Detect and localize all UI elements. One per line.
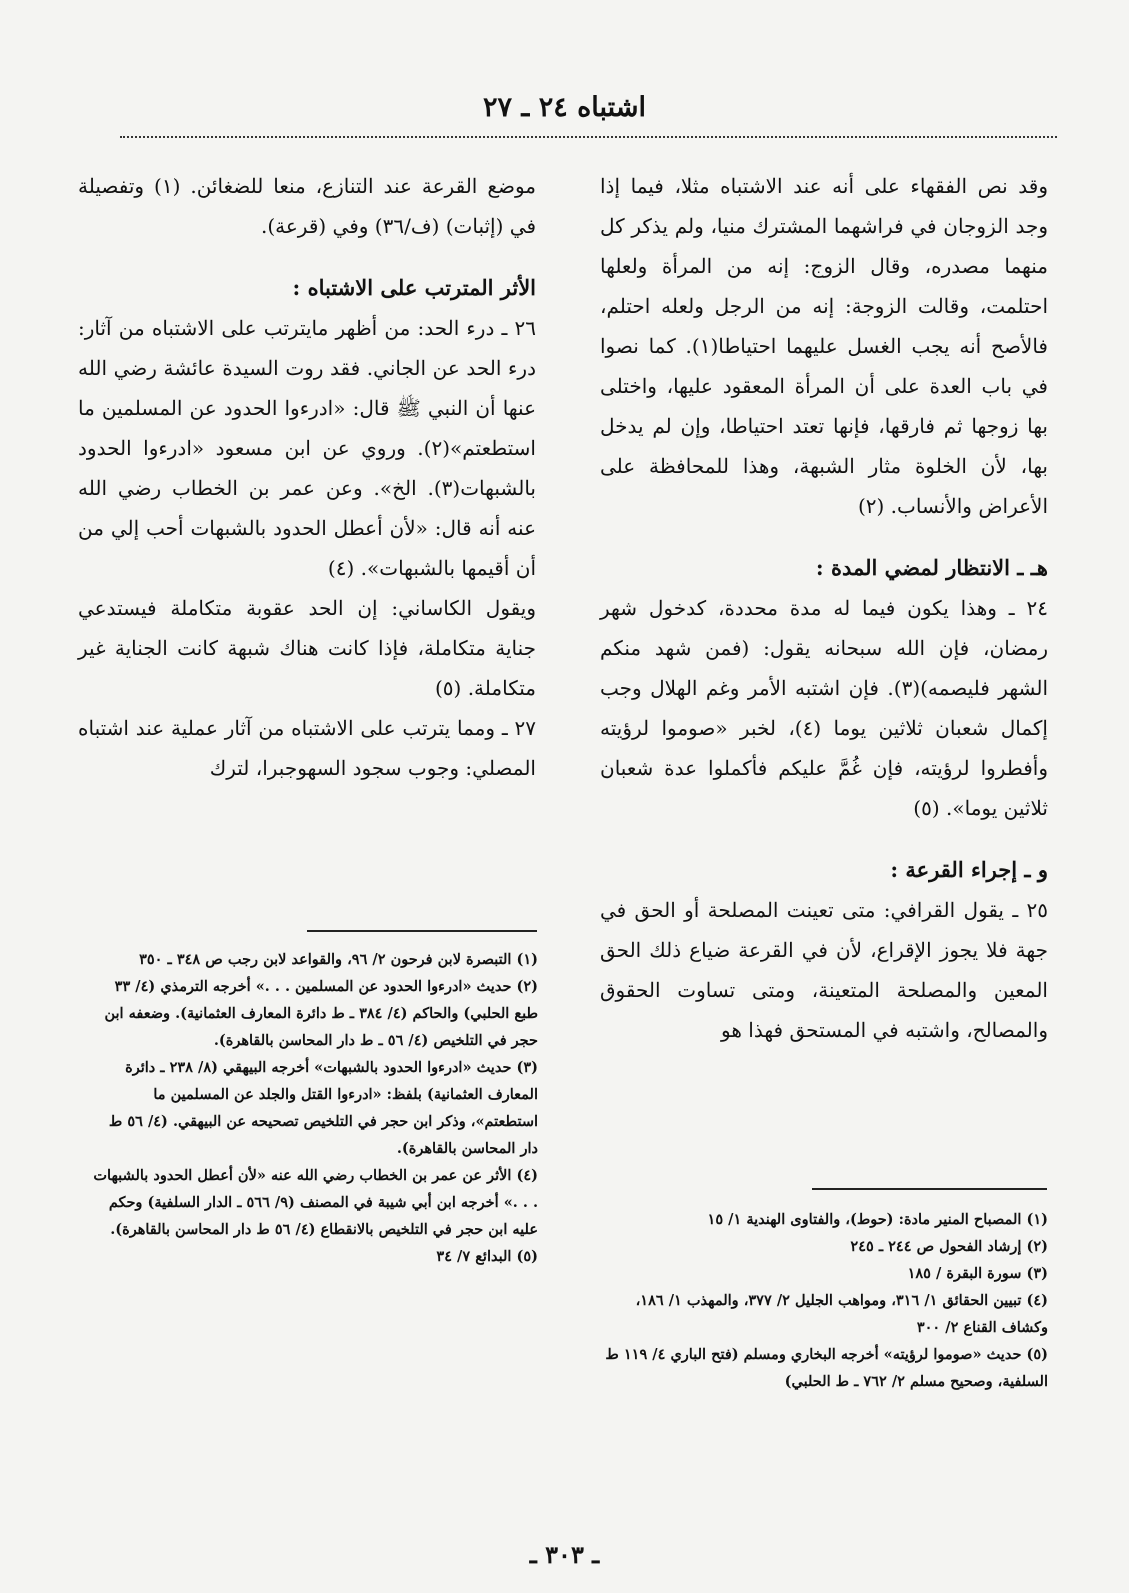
section-heading-lottery: و ـ إجراء القرعة : (890, 857, 1048, 882)
footnotes-left (88, 946, 538, 1270)
paragraph-27: ٢٧ ـ ومما يترتب على الاشتباه من آثار عملية عند اشتباه المصلي: وجوب سجود السهوجبرا، لترك (78, 716, 536, 780)
footnote-item: (٥) حديث «صوموا لرؤيته» أخرجه البخاري ومسلم (فتح الباري ٤/ ١١٩ ط السلفية، وصحيح مسلم ٢/ ٧٦٢ ـ ط الحلبي) (605, 1346, 1048, 1390)
paragraph-26: ٢٦ ـ درء الحد: من أظهر مايترتب على الاشتباه من آثار: درء الحد عن الجاني. فقد روت السيدة عائشة رضي الله عنها أن النبي ﷺ قال: «ادرءوا الحدود عن المسلمين ما استطعتم»(٢). وروي عن ابن مسعود «ادرءوا الحدود بالشبهات(٣). الخ». وعن عمر بن الخطاب رضي الله عنه أنه قال: «لأن أعطل الحدود بالشبهات أحب إلي من أن أقيمها بالشبهات». (٤) (78, 316, 536, 580)
page-header-title: اشتباه ٢٤ ـ ٢٧ (483, 92, 646, 123)
right-column (600, 166, 1048, 1050)
section-heading-waiting: هـ ـ الانتظار لمضي المدة : (815, 555, 1048, 580)
footnotes-right (598, 1206, 1048, 1395)
footnote-item: (٣) حديث «ادرءوا الحدود بالشبهات» أخرجه البيهقي (٨/ ٢٣٨ ـ دائرة المعارف العثمانية) بلفظ: «ادرءوا القتل والجلد عن المسلمين ما استطعتم»، وذكر ابن حجر في التلخيص تصحيحه عن البيهقي. (٤/ ٥٦ ط دار المحاسن بالقاهرة). (108, 1059, 538, 1157)
footnote-item: (٢) حديث «ادرءوا الحدود عن المسلمين . . .» أخرجه الترمذي (٤/ ٣٣ طبع الحلبي) والحاكم (٤/ ٣٨٤ ـ ط دائرة المعارف العثمانية). وضعفه ابن حجر في التلخيص (٤/ ٥٦ ـ ط دار المحاسن بالقاهرة). (104, 978, 538, 1049)
section-heading-effect: الأثر المترتب على الاشتباه : (292, 275, 536, 300)
footnote-item: (٢) إرشاد الفحول ص ٢٤٤ ـ ٢٤٥ (850, 1238, 1048, 1255)
footnote-separator-left (307, 930, 537, 932)
paragraph-kasani: ويقول الكاساني: إن الحد عقوبة متكاملة فيستدعي جناية متكاملة، فإذا كانت هناك شبهة كانت الجناية غير متكاملة. (٥) (78, 596, 536, 700)
footnote-item: (٤) تبيين الحقائق ١/ ٣١٦، ومواهب الجليل ٢/ ٣٧٧، والمهذب ١/ ١٨٦، وكشاف القناع ٢/ ٣٠٠ (635, 1292, 1048, 1336)
header-dotted-rule (120, 136, 1057, 138)
paragraph-25: ٢٥ ـ يقول القرافي: متى تعينت المصلحة أو الحق في جهة فلا يجوز الإقراع، لأن في القرعة ضياع ذلك الحق المعين والمصلحة المتعينة، ومتى تساوت الحقوق والمصالح، واشتبه في المستحق فهذا هو (600, 898, 1048, 1042)
footnote-separator-right (812, 1188, 1047, 1190)
paragraph-24: ٢٤ ـ وهذا يكون فيما له مدة محددة، كدخول شهر رمضان، فإن الله سبحانه يقول: (فمن شهد منكم الشهر فليصمه)(٣). فإن اشتبه الأمر وغم الهلال وجب إكمال شعبان ثلاثين يوما (٤)، لخبر «صوموا لرؤيته وأفطروا لرؤيته، فإن غُمَّ عليكم فأكملوا عدة شعبان ثلاثين يوما». (٥) (600, 596, 1048, 820)
footnote-item: (٥) البدائع ٧/ ٣٤ (436, 1248, 538, 1265)
page-number: ـ ٣٠٣ ـ (529, 1540, 600, 1569)
paragraph-intro: وقد نص الفقهاء على أنه عند الاشتباه مثلا، فيما إذا وجد الزوجان في فراشهما المشترك منيا، ولم يذكر كل منهما مصدره، وقال الزوج: إنه من المرأة ولعلها احتلمت، وقالت الزوجة: إنه من الرجل ولعله احتلم، فالأصح أنه يجب الغسل عليهما احتياطا(١). كما نصوا في باب العدة على أن المرأة المعقود عليها، واختلى بها زوجها ثم فارقها، فإنها تعتد احتياطا، وإن لم يدخل بها، لأن الخلوة مثار الشبهة، وهذا للمحافظة على الأعراض والأنساب. (٢) (600, 174, 1048, 518)
footnote-item: (٣) سورة البقرة / ١٨٥ (907, 1265, 1048, 1282)
footnote-item: (١) المصباح المنير مادة: (حوط)، والفتاوى الهندية ١/ ١٥ (707, 1211, 1048, 1228)
paragraph-continued: موضع القرعة عند التنازع، منعا للضغائن. (١) وتفصيلة في (إثبات) (ف/٣٦) وفي (قرعة). (78, 174, 536, 238)
footnote-item: (٤) الأثر عن عمر بن الخطاب رضي الله عنه «لأن أعطل الحدود بالشبهات . . .» أخرجه ابن أبي شيبة في المصنف (٩/ ٥٦٦ ـ الدار السلفية) وحكم عليه ابن حجر في التلخيص بالانقطاع (٤/ ٥٦ ط دار المحاسن بالقاهرة). (93, 1167, 538, 1238)
footnote-item: (١) التبصرة لابن فرحون ٢/ ٩٦، والقواعد لابن رجب ص ٣٤٨ ـ ٣٥٠ (139, 951, 538, 968)
left-column (78, 166, 536, 788)
